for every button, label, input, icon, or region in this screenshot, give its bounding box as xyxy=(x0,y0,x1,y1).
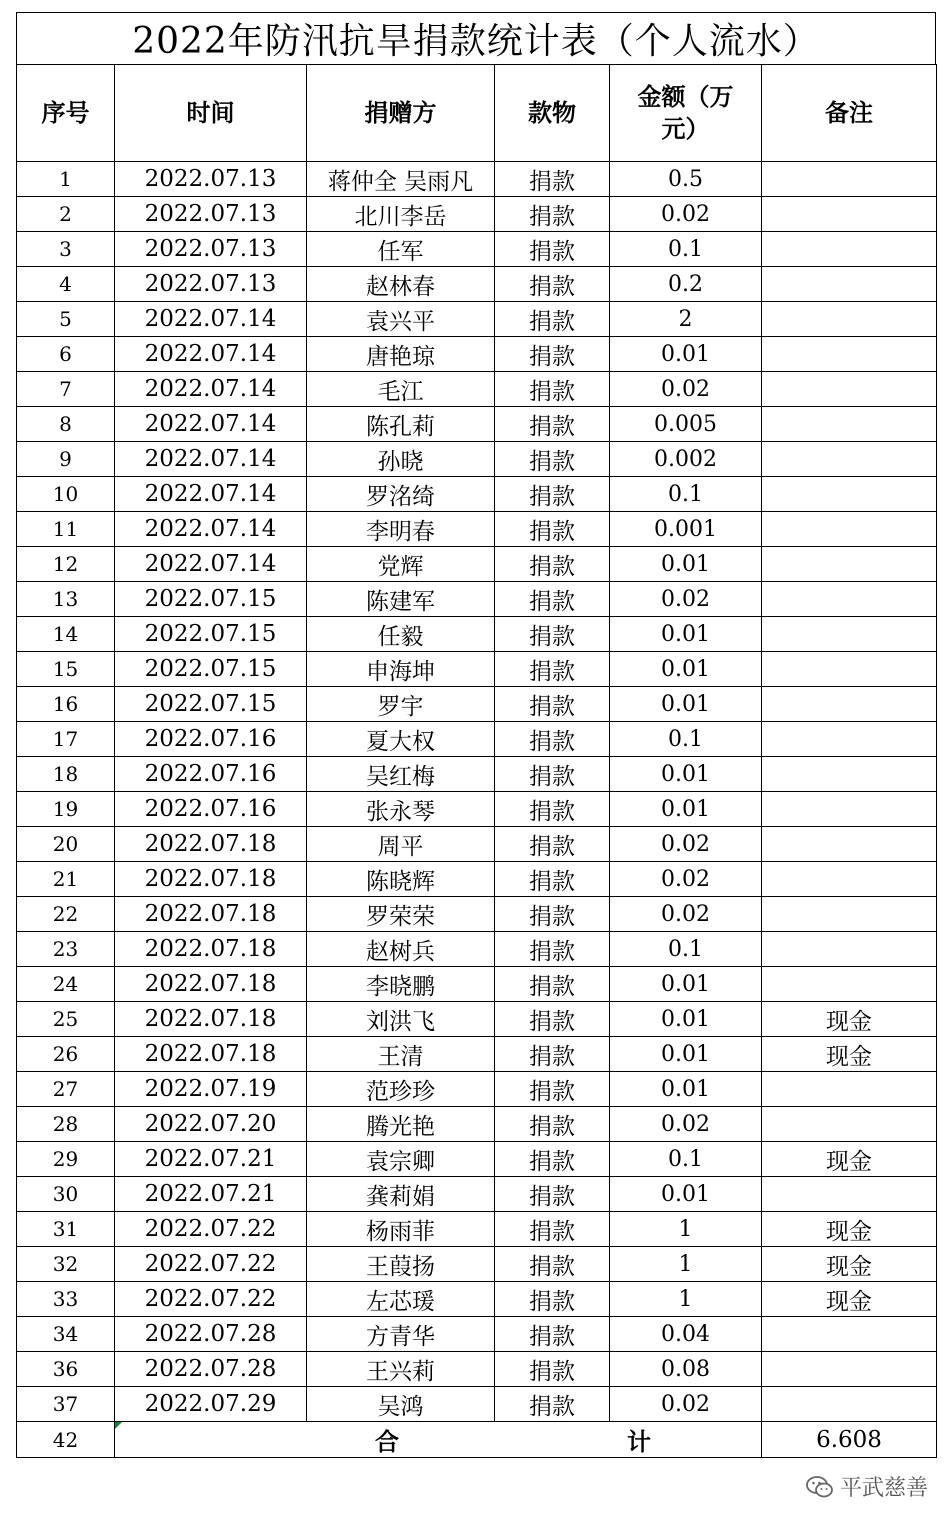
cell-donor: 陈建军 xyxy=(307,582,495,617)
cell-marker xyxy=(115,1422,122,1429)
cell-seq: 29 xyxy=(17,1142,115,1177)
cell-note xyxy=(762,302,937,337)
cell-item: 捐款 xyxy=(495,407,610,442)
cell-donor: 王葭扬 xyxy=(307,1247,495,1282)
cell-donor: 毛江 xyxy=(307,372,495,407)
cell-seq: 31 xyxy=(17,1212,115,1247)
table-row xyxy=(17,1387,937,1422)
table-row xyxy=(17,407,937,442)
cell-time: 2022.07.18 xyxy=(115,862,307,897)
cell-seq: 34 xyxy=(17,1317,115,1352)
cell-seq: 1 xyxy=(17,162,115,197)
cell-time: 2022.07.15 xyxy=(115,582,307,617)
cell-note: 现金 xyxy=(762,1212,937,1247)
cell-seq: 28 xyxy=(17,1107,115,1142)
cell-seq: 3 xyxy=(17,232,115,267)
cell-time: 2022.07.14 xyxy=(115,407,307,442)
cell-note xyxy=(762,162,937,197)
cell-seq: 10 xyxy=(17,477,115,512)
cell-amount: 0.1 xyxy=(610,932,762,967)
cell-time: 2022.07.13 xyxy=(115,197,307,232)
cell-time: 2022.07.15 xyxy=(115,652,307,687)
cell-donor: 孙晓 xyxy=(307,442,495,477)
cell-note xyxy=(762,757,937,792)
cell-item: 捐款 xyxy=(495,757,610,792)
cell-amount: 0.02 xyxy=(610,827,762,862)
cell-seq: 23 xyxy=(17,932,115,967)
cell-donor: 蒋仲全 吴雨凡 xyxy=(307,162,495,197)
cell-donor: 龚莉娟 xyxy=(307,1177,495,1212)
cell-note xyxy=(762,197,937,232)
wechat-icon xyxy=(806,1476,834,1498)
cell-donor: 李明春 xyxy=(307,512,495,547)
cell-note xyxy=(762,547,937,582)
cell-note xyxy=(762,827,937,862)
cell-seq: 13 xyxy=(17,582,115,617)
cell-item: 捐款 xyxy=(495,897,610,932)
cell-note xyxy=(762,477,937,512)
cell-seq: 20 xyxy=(17,827,115,862)
cell-amount: 0.01 xyxy=(610,687,762,722)
table-row xyxy=(17,197,937,232)
cell-donor: 唐艳琼 xyxy=(307,337,495,372)
cell-item: 捐款 xyxy=(495,1387,610,1422)
cell-donor: 方青华 xyxy=(307,1317,495,1352)
cell-donor: 陈晓辉 xyxy=(307,862,495,897)
cell-time: 2022.07.28 xyxy=(115,1317,307,1352)
cell-seq: 8 xyxy=(17,407,115,442)
cell-amount: 0.04 xyxy=(610,1317,762,1352)
cell-time: 2022.07.21 xyxy=(115,1177,307,1212)
cell-amount: 0.02 xyxy=(610,197,762,232)
cell-amount: 0.2 xyxy=(610,267,762,302)
cell-donor: 罗荣荣 xyxy=(307,897,495,932)
header-note: 备注 xyxy=(762,65,937,162)
table-row xyxy=(17,512,937,547)
total-label xyxy=(115,1422,762,1458)
cell-item: 捐款 xyxy=(495,1247,610,1282)
table-row xyxy=(17,302,937,337)
cell-item: 捐款 xyxy=(495,1282,610,1317)
cell-amount: 0.08 xyxy=(610,1352,762,1387)
cell-seq: 9 xyxy=(17,442,115,477)
cell-amount: 1 xyxy=(610,1212,762,1247)
header-seq: 序号 xyxy=(17,65,115,162)
cell-time: 2022.07.13 xyxy=(115,162,307,197)
cell-item: 捐款 xyxy=(495,267,610,302)
table-row xyxy=(17,862,937,897)
cell-donor: 申海坤 xyxy=(307,652,495,687)
cell-seq: 37 xyxy=(17,1387,115,1422)
cell-donor: 任军 xyxy=(307,232,495,267)
cell-seq: 15 xyxy=(17,652,115,687)
cell-time: 2022.07.14 xyxy=(115,547,307,582)
table-row xyxy=(17,337,937,372)
cell-amount: 0.1 xyxy=(610,722,762,757)
cell-amount: 0.02 xyxy=(610,582,762,617)
cell-note: 现金 xyxy=(762,1282,937,1317)
total-amount: 6.608 xyxy=(762,1422,937,1458)
cell-amount: 0.02 xyxy=(610,1387,762,1422)
cell-time: 2022.07.18 xyxy=(115,1002,307,1037)
cell-note: 现金 xyxy=(762,1247,937,1282)
cell-time: 2022.07.13 xyxy=(115,232,307,267)
cell-donor: 王清 xyxy=(307,1037,495,1072)
cell-seq: 12 xyxy=(17,547,115,582)
cell-seq: 30 xyxy=(17,1177,115,1212)
cell-seq: 18 xyxy=(17,757,115,792)
cell-donor: 袁兴平 xyxy=(307,302,495,337)
cell-note: 现金 xyxy=(762,1002,937,1037)
cell-note: 现金 xyxy=(762,1037,937,1072)
cell-time: 2022.07.14 xyxy=(115,337,307,372)
header-item: 款物 xyxy=(495,65,610,162)
table-row xyxy=(17,267,937,302)
cell-seq: 11 xyxy=(17,512,115,547)
cell-item: 捐款 xyxy=(495,512,610,547)
cell-donor: 夏大权 xyxy=(307,722,495,757)
cell-item: 捐款 xyxy=(495,1142,610,1177)
cell-item: 捐款 xyxy=(495,617,610,652)
cell-note xyxy=(762,862,937,897)
donation-table xyxy=(16,64,937,1458)
cell-item: 捐款 xyxy=(495,337,610,372)
cell-amount: 1 xyxy=(610,1282,762,1317)
total-label-1: 合 xyxy=(375,1428,399,1456)
cell-donor: 任毅 xyxy=(307,617,495,652)
table-row xyxy=(17,1247,937,1282)
table-row xyxy=(17,1037,937,1072)
cell-time: 2022.07.18 xyxy=(115,1037,307,1072)
cell-seq: 17 xyxy=(17,722,115,757)
cell-item: 捐款 xyxy=(495,792,610,827)
table-row xyxy=(17,1002,937,1037)
cell-seq: 33 xyxy=(17,1282,115,1317)
cell-time: 2022.07.16 xyxy=(115,792,307,827)
cell-item: 捐款 xyxy=(495,582,610,617)
cell-amount: 0.01 xyxy=(610,967,762,1002)
cell-time: 2022.07.29 xyxy=(115,1387,307,1422)
cell-time: 2022.07.15 xyxy=(115,617,307,652)
cell-amount: 0.02 xyxy=(610,897,762,932)
table-row xyxy=(17,232,937,267)
cell-seq: 16 xyxy=(17,687,115,722)
cell-amount: 0.01 xyxy=(610,1002,762,1037)
cell-seq: 22 xyxy=(17,897,115,932)
cell-item: 捐款 xyxy=(495,232,610,267)
cell-time: 2022.07.18 xyxy=(115,932,307,967)
cell-item: 捐款 xyxy=(495,302,610,337)
cell-seq: 24 xyxy=(17,967,115,1002)
table-row xyxy=(17,792,937,827)
cell-donor: 王兴莉 xyxy=(307,1352,495,1387)
table-row xyxy=(17,1352,937,1387)
cell-note xyxy=(762,617,937,652)
cell-amount: 0.01 xyxy=(610,757,762,792)
cell-item: 捐款 xyxy=(495,932,610,967)
cell-donor: 范珍珍 xyxy=(307,1072,495,1107)
cell-time: 2022.07.18 xyxy=(115,967,307,1002)
cell-note xyxy=(762,722,937,757)
table-row xyxy=(17,442,937,477)
cell-amount: 0.5 xyxy=(610,162,762,197)
cell-note xyxy=(762,1352,937,1387)
cell-item: 捐款 xyxy=(495,477,610,512)
cell-amount: 0.005 xyxy=(610,407,762,442)
cell-amount: 1 xyxy=(610,1247,762,1282)
watermark xyxy=(806,1471,928,1502)
cell-amount: 0.01 xyxy=(610,1072,762,1107)
header-time: 时间 xyxy=(115,65,307,162)
cell-amount: 0.1 xyxy=(610,1142,762,1177)
table-row xyxy=(17,1282,937,1317)
cell-time: 2022.07.22 xyxy=(115,1212,307,1247)
table-row xyxy=(17,1317,937,1352)
cell-seq: 19 xyxy=(17,792,115,827)
cell-donor: 吴红梅 xyxy=(307,757,495,792)
cell-donor: 罗宇 xyxy=(307,687,495,722)
cell-note xyxy=(762,442,937,477)
cell-note xyxy=(762,967,937,1002)
cell-note xyxy=(762,232,937,267)
cell-note xyxy=(762,1177,937,1212)
cell-seq: 25 xyxy=(17,1002,115,1037)
table-row xyxy=(17,757,937,792)
cell-item: 捐款 xyxy=(495,652,610,687)
cell-item: 捐款 xyxy=(495,162,610,197)
header-amount: 金额（万元） xyxy=(610,65,762,162)
cell-item: 捐款 xyxy=(495,1002,610,1037)
cell-donor: 北川李岳 xyxy=(307,197,495,232)
cell-donor: 周平 xyxy=(307,827,495,862)
cell-item: 捐款 xyxy=(495,827,610,862)
table-row xyxy=(17,827,937,862)
cell-seq: 21 xyxy=(17,862,115,897)
cell-amount: 2 xyxy=(610,302,762,337)
cell-note xyxy=(762,1317,937,1352)
cell-seq: 27 xyxy=(17,1072,115,1107)
cell-seq: 14 xyxy=(17,617,115,652)
cell-time: 2022.07.20 xyxy=(115,1107,307,1142)
cell-time: 2022.07.18 xyxy=(115,897,307,932)
cell-donor: 腾光艳 xyxy=(307,1107,495,1142)
cell-time: 2022.07.16 xyxy=(115,757,307,792)
cell-time: 2022.07.14 xyxy=(115,512,307,547)
cell-donor: 吴鸿 xyxy=(307,1387,495,1422)
table-row xyxy=(17,1142,937,1177)
table-row xyxy=(17,372,937,407)
cell-donor: 左芯瑗 xyxy=(307,1282,495,1317)
table-row xyxy=(17,1212,937,1247)
cell-note xyxy=(762,512,937,547)
table-row xyxy=(17,967,937,1002)
cell-item: 捐款 xyxy=(495,967,610,1002)
header-donor: 捐赠方 xyxy=(307,65,495,162)
cell-amount: 0.02 xyxy=(610,1107,762,1142)
cell-seq: 7 xyxy=(17,372,115,407)
cell-donor: 陈孔莉 xyxy=(307,407,495,442)
cell-item: 捐款 xyxy=(495,1037,610,1072)
table-row xyxy=(17,687,937,722)
cell-amount: 0.01 xyxy=(610,1037,762,1072)
table-row xyxy=(17,1072,937,1107)
cell-time: 2022.07.14 xyxy=(115,442,307,477)
cell-donor: 杨雨菲 xyxy=(307,1212,495,1247)
cell-item: 捐款 xyxy=(495,862,610,897)
cell-note xyxy=(762,1072,937,1107)
header-row xyxy=(17,65,937,162)
cell-item: 捐款 xyxy=(495,1177,610,1212)
table-row xyxy=(17,582,937,617)
cell-note xyxy=(762,337,937,372)
cell-amount: 0.01 xyxy=(610,792,762,827)
cell-time: 2022.07.22 xyxy=(115,1247,307,1282)
cell-note xyxy=(762,1107,937,1142)
cell-amount: 0.001 xyxy=(610,512,762,547)
cell-item: 捐款 xyxy=(495,1212,610,1247)
watermark-text: 平武慈善 xyxy=(839,1476,928,1501)
cell-time: 2022.07.15 xyxy=(115,687,307,722)
cell-donor: 党辉 xyxy=(307,547,495,582)
table-row xyxy=(17,652,937,687)
cell-note xyxy=(762,582,937,617)
cell-time: 2022.07.16 xyxy=(115,722,307,757)
cell-note xyxy=(762,932,937,967)
table-row xyxy=(17,1177,937,1212)
cell-item: 捐款 xyxy=(495,547,610,582)
cell-donor: 赵林春 xyxy=(307,267,495,302)
table-body xyxy=(17,162,937,1422)
cell-time: 2022.07.21 xyxy=(115,1142,307,1177)
cell-seq: 4 xyxy=(17,267,115,302)
cell-seq: 5 xyxy=(17,302,115,337)
cell-time: 2022.07.18 xyxy=(115,827,307,862)
cell-note xyxy=(762,652,937,687)
cell-time: 2022.07.22 xyxy=(115,1282,307,1317)
cell-donor: 李晓鹏 xyxy=(307,967,495,1002)
cell-time: 2022.07.13 xyxy=(115,267,307,302)
cell-amount: 0.02 xyxy=(610,372,762,407)
cell-note xyxy=(762,897,937,932)
cell-amount: 0.1 xyxy=(610,232,762,267)
total-row xyxy=(17,1422,937,1458)
page-title: 2022年防汛抗旱捐款统计表（个人流水） xyxy=(16,12,936,64)
cell-donor: 赵树兵 xyxy=(307,932,495,967)
cell-time: 2022.07.14 xyxy=(115,477,307,512)
cell-donor: 袁宗卿 xyxy=(307,1142,495,1177)
cell-amount: 0.01 xyxy=(610,337,762,372)
cell-note xyxy=(762,372,937,407)
cell-note xyxy=(762,267,937,302)
cell-amount: 0.01 xyxy=(610,1177,762,1212)
cell-item: 捐款 xyxy=(495,687,610,722)
table-row xyxy=(17,617,937,652)
cell-amount: 0.002 xyxy=(610,442,762,477)
cell-time: 2022.07.28 xyxy=(115,1352,307,1387)
cell-donor: 刘洪飞 xyxy=(307,1002,495,1037)
cell-seq: 32 xyxy=(17,1247,115,1282)
cell-donor: 罗洺绮 xyxy=(307,477,495,512)
cell-seq: 6 xyxy=(17,337,115,372)
table-row xyxy=(17,477,937,512)
cell-item: 捐款 xyxy=(495,1352,610,1387)
cell-time: 2022.07.14 xyxy=(115,302,307,337)
cell-item: 捐款 xyxy=(495,1072,610,1107)
table-row xyxy=(17,722,937,757)
cell-amount: 0.01 xyxy=(610,617,762,652)
table-row xyxy=(17,547,937,582)
cell-amount: 0.02 xyxy=(610,862,762,897)
total-label-2: 计 xyxy=(627,1428,651,1456)
cell-note xyxy=(762,687,937,722)
cell-item: 捐款 xyxy=(495,442,610,477)
cell-item: 捐款 xyxy=(495,722,610,757)
total-seq: 42 xyxy=(17,1422,115,1458)
cell-amount: 0.01 xyxy=(610,547,762,582)
table-row xyxy=(17,897,937,932)
cell-note: 现金 xyxy=(762,1142,937,1177)
cell-item: 捐款 xyxy=(495,1107,610,1142)
table-row xyxy=(17,932,937,967)
table-row xyxy=(17,1107,937,1142)
cell-item: 捐款 xyxy=(495,372,610,407)
cell-amount: 0.01 xyxy=(610,652,762,687)
cell-seq: 26 xyxy=(17,1037,115,1072)
cell-seq: 36 xyxy=(17,1352,115,1387)
cell-time: 2022.07.14 xyxy=(115,372,307,407)
cell-note xyxy=(762,792,937,827)
cell-donor: 张永琴 xyxy=(307,792,495,827)
cell-item: 捐款 xyxy=(495,197,610,232)
cell-item: 捐款 xyxy=(495,1317,610,1352)
cell-note xyxy=(762,1387,937,1422)
cell-amount: 0.1 xyxy=(610,477,762,512)
table-row xyxy=(17,162,937,197)
cell-note xyxy=(762,407,937,442)
cell-seq: 2 xyxy=(17,197,115,232)
cell-time: 2022.07.19 xyxy=(115,1072,307,1107)
